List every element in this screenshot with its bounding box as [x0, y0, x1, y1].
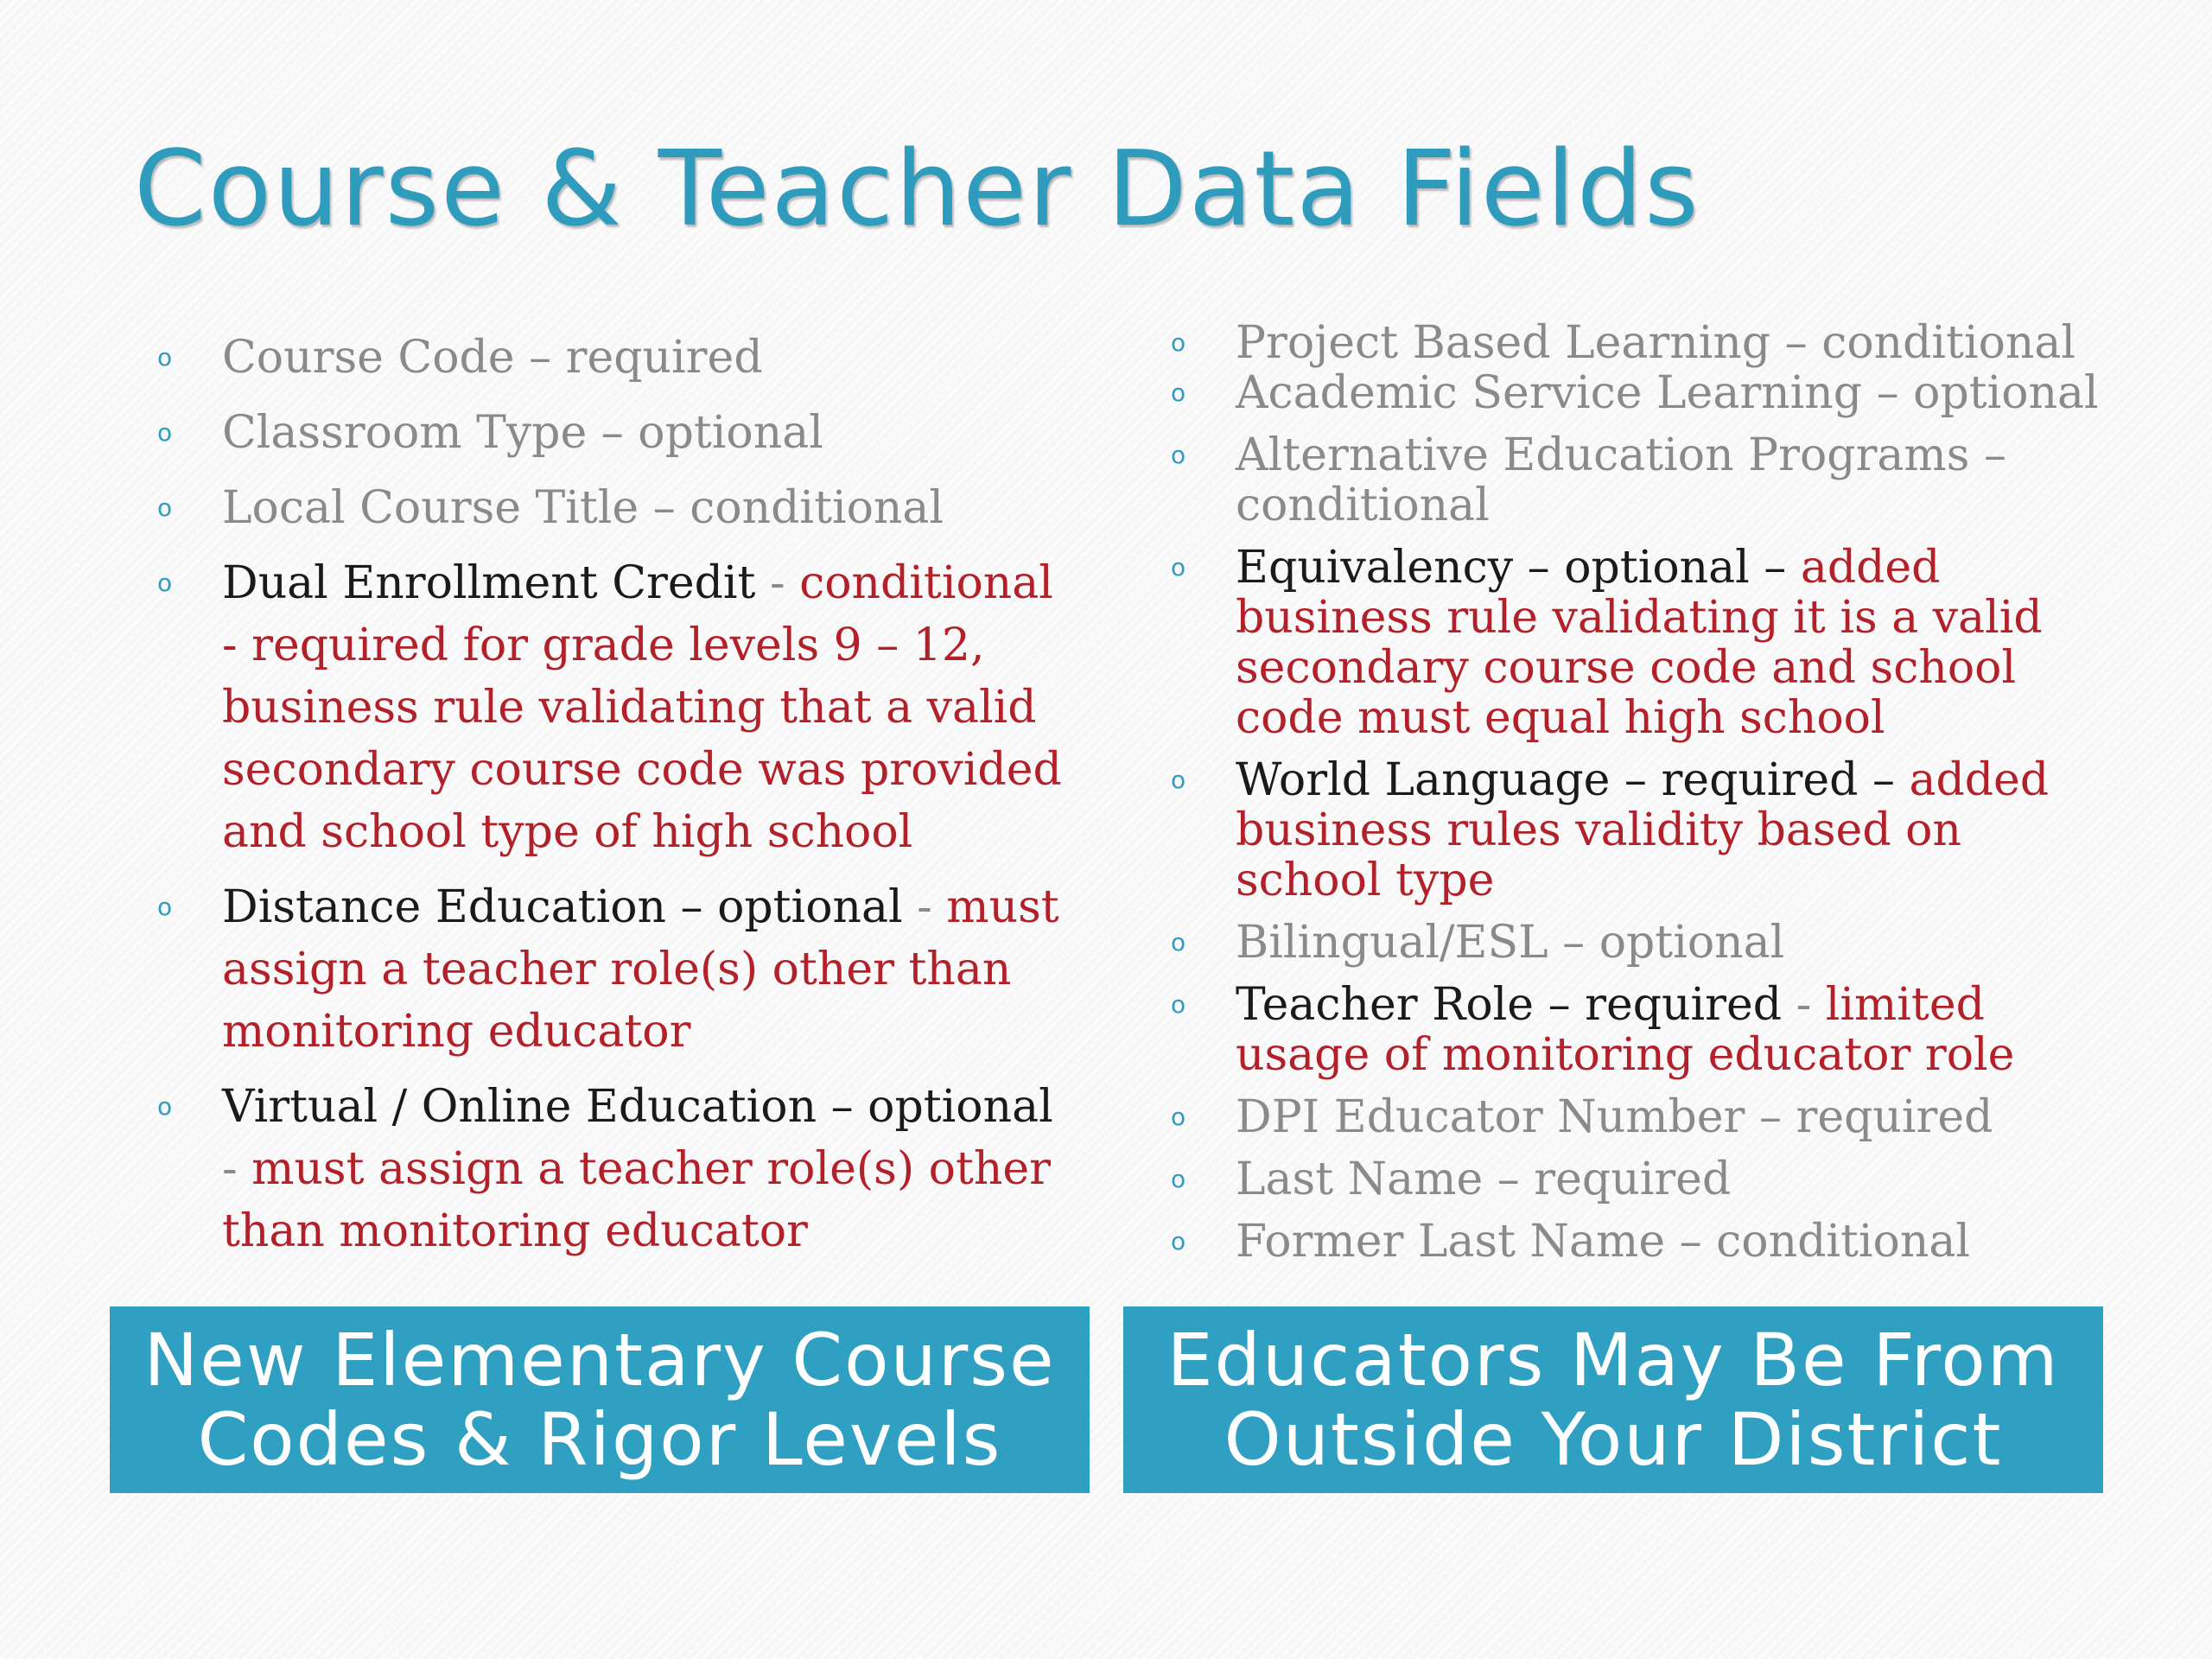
list-item	[1171, 1217, 2121, 1267]
item-text: Former Last Name – conditional	[1236, 1216, 1970, 1268]
item-text: Alternative Education Programs – conditional	[1236, 429, 2006, 531]
circle-bullet-icon: o	[1171, 328, 1186, 357]
list-item	[157, 402, 1073, 464]
item-text: Course Code – required	[222, 332, 763, 384]
item-text: Dual Enrollment Credit	[222, 557, 770, 609]
item-note: added business rule validating it is a valid secondary course code and school code must equal high school	[1236, 542, 2043, 744]
slide-title: Course & Teacher Data Fields	[134, 130, 1700, 250]
item-text: Teacher Role – required	[1236, 979, 1796, 1031]
item-text: DPI Educator Number – required	[1236, 1091, 1993, 1143]
circle-bullet-icon: o	[1171, 766, 1186, 794]
circle-bullet-icon: o	[1171, 928, 1186, 957]
item-text: Bilingual/ESL – optional	[1236, 917, 1785, 969]
banner-right	[1123, 1306, 2103, 1493]
circle-bullet-icon: o	[1171, 378, 1186, 407]
banner-line: Outside Your District	[1224, 1397, 2003, 1482]
item-text: Project Based Learning – conditional	[1236, 317, 2076, 369]
circle-bullet-icon: o	[157, 418, 173, 447]
list-item	[1171, 980, 2121, 1080]
item-text: Academic Service Learning – optional	[1236, 367, 2099, 419]
banner-line: Codes & Rigor Levels	[197, 1397, 1002, 1482]
item-text: Last Name – required	[1236, 1154, 1732, 1205]
banner-line: New Elementary Course	[143, 1318, 1056, 1402]
list-item	[1171, 755, 2121, 906]
item-separator: -	[1796, 979, 1826, 1031]
item-note: conditional - required for grade levels 9 – 12, business rule validating that a valid secondary course code was provided and school type of high school	[222, 557, 1062, 858]
list-item	[1171, 1154, 2121, 1205]
item-text: World Language – required –	[1236, 754, 1910, 806]
circle-bullet-icon: o	[1171, 553, 1186, 582]
circle-bullet-icon: o	[157, 1092, 173, 1121]
item-note: must assign a teacher role(s) other than monitoring educator	[222, 1143, 1051, 1257]
banner-line: Educators May Be From	[1166, 1318, 2060, 1402]
item-text: Distance Education – optional	[222, 881, 918, 933]
circle-bullet-icon: o	[1171, 441, 1186, 469]
circle-bullet-icon: o	[157, 343, 173, 372]
list-item	[157, 1076, 1073, 1262]
circle-bullet-icon: o	[1171, 990, 1186, 1019]
list-item	[157, 327, 1073, 389]
item-note: limited usage of monitoring educator role	[1236, 979, 2015, 1081]
list-item	[1171, 918, 2121, 968]
item-separator: -	[769, 557, 800, 609]
list-item	[1171, 318, 2121, 368]
item-text: Classroom Type – optional	[222, 407, 823, 459]
list-item	[157, 552, 1073, 863]
circle-bullet-icon: o	[157, 569, 173, 597]
list-item	[1171, 1092, 2121, 1142]
item-text: Local Course Title – conditional	[222, 482, 944, 534]
item-text: Virtual / Online Education – optional	[222, 1081, 1053, 1133]
right-bullet-list	[1171, 318, 2121, 1279]
list-item	[1171, 368, 2121, 418]
item-note: must assign a teacher role(s) other than monitoring educator	[222, 881, 1059, 1058]
item-separator: -	[222, 1143, 252, 1195]
list-item	[1171, 543, 2121, 743]
circle-bullet-icon: o	[1171, 1103, 1186, 1131]
banner-left	[110, 1306, 1090, 1493]
list-item	[157, 477, 1073, 539]
item-separator: -	[917, 881, 947, 933]
item-text: Equivalency – optional –	[1236, 542, 1801, 594]
item-note: added business rules validity based on school type	[1236, 754, 2050, 906]
circle-bullet-icon: o	[157, 893, 173, 921]
circle-bullet-icon: o	[1171, 1227, 1186, 1255]
left-bullet-list	[157, 327, 1073, 1275]
circle-bullet-icon: o	[157, 493, 173, 522]
list-item	[157, 876, 1073, 1063]
circle-bullet-icon: o	[1171, 1165, 1186, 1193]
list-item	[1171, 430, 2121, 531]
